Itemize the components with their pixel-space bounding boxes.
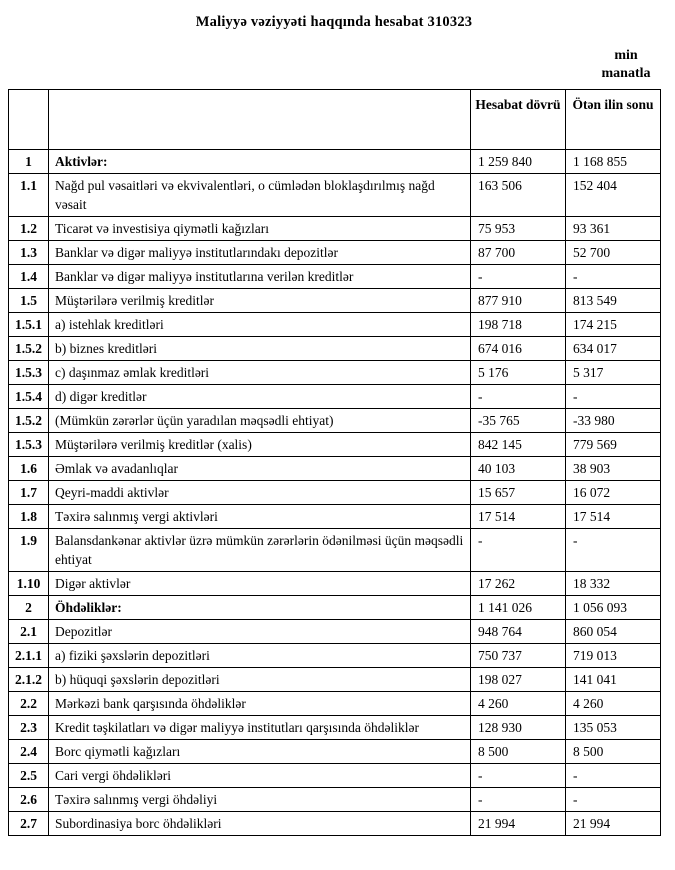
table-row [9,788,661,812]
row-description: Banklar və digər maliyyə institutlarına verilən kreditlər [49,265,471,289]
row-description: c) daşınmaz əmlak kreditləri [49,361,471,385]
row-previous-value: - [566,529,661,572]
row-current-value: - [471,788,566,812]
row-previous-value: 38 903 [566,457,661,481]
table-header-row [9,90,661,150]
table-row [9,409,661,433]
row-description: Təxirə salınmış vergi öhdəliyi [49,788,471,812]
row-current-value: 8 500 [471,740,566,764]
row-code: 1.7 [9,481,49,505]
table-row [9,668,661,692]
row-current-value: 21 994 [471,812,566,836]
table-row [9,385,661,409]
table-row [9,241,661,265]
row-description: a) istehlak kreditləri [49,313,471,337]
row-description: (Mümkün zərərlər üçün yaradılan məqsədli ehtiyat) [49,409,471,433]
row-previous-value: - [566,788,661,812]
row-code: 1.4 [9,265,49,289]
row-current-value: 750 737 [471,644,566,668]
row-description: Təxirə salınmış vergi aktivləri [49,505,471,529]
row-current-value: 948 764 [471,620,566,644]
unit-note-wrap [8,47,658,83]
table-row [9,692,661,716]
row-current-value: 75 953 [471,217,566,241]
table-row [9,764,661,788]
table-row [9,740,661,764]
row-current-value: 5 176 [471,361,566,385]
row-code: 1.10 [9,572,49,596]
table-row [9,644,661,668]
row-description: Nağd pul vəsaitləri və ekvivalentləri, o cümlədən bloklaşdırılmış nağd vəsait [49,174,471,217]
row-previous-value: 779 569 [566,433,661,457]
row-previous-value: 17 514 [566,505,661,529]
row-current-value: 198 718 [471,313,566,337]
table-row [9,433,661,457]
row-current-value: -35 765 [471,409,566,433]
row-code: 1.5 [9,289,49,313]
row-current-value: 877 910 [471,289,566,313]
row-previous-value: 719 013 [566,644,661,668]
row-previous-value: 1 168 855 [566,150,661,174]
row-description: Ticarət və investisiya qiymətli kağızları [49,217,471,241]
row-previous-value: 860 054 [566,620,661,644]
row-code: 1.3 [9,241,49,265]
row-description: Müştərilərə verilmiş kreditlər (xalis) [49,433,471,457]
balance-sheet-table [8,89,661,836]
table-row [9,217,661,241]
row-description: b) hüquqi şəxslərin depozitləri [49,668,471,692]
table-row [9,265,661,289]
row-code: 2.3 [9,716,49,740]
row-code: 2.2 [9,692,49,716]
row-code: 1.9 [9,529,49,572]
row-description: Aktivlər: [49,150,471,174]
row-description: Cari vergi öhdəlikləri [49,764,471,788]
row-description: a) fiziki şəxslərin depozitləri [49,644,471,668]
row-current-value: - [471,385,566,409]
row-code: 2.1 [9,620,49,644]
row-current-value: 40 103 [471,457,566,481]
row-code: 1.2 [9,217,49,241]
row-previous-value: 5 317 [566,361,661,385]
table-row [9,481,661,505]
row-description: Əmlak və avadanlıqlar [49,457,471,481]
row-previous-value: - [566,265,661,289]
row-current-value: 4 260 [471,692,566,716]
table-row [9,812,661,836]
row-code: 2.6 [9,788,49,812]
table-row [9,529,661,572]
row-current-value: 1 259 840 [471,150,566,174]
table-row [9,150,661,174]
row-current-value: 163 506 [471,174,566,217]
row-description: Depozitlər [49,620,471,644]
row-code: 2.1.2 [9,668,49,692]
row-code: 2 [9,596,49,620]
row-current-value: 17 262 [471,572,566,596]
table-row [9,337,661,361]
table-row [9,313,661,337]
row-code: 1.5.4 [9,385,49,409]
table-row [9,457,661,481]
row-description: Digər aktivlər [49,572,471,596]
row-current-value: - [471,764,566,788]
row-description: Banklar və digər maliyyə institutlarındakı depozitlər [49,241,471,265]
row-code: 1.1 [9,174,49,217]
row-description: d) digər kreditlər [49,385,471,409]
row-previous-value: 16 072 [566,481,661,505]
table-row [9,572,661,596]
row-description: Öhdəliklər: [49,596,471,620]
row-description: Kredit təşkilatları və digər maliyyə institutları qarşısında öhdəliklər [49,716,471,740]
row-description: Müştərilərə verilmiş kreditlər [49,289,471,313]
row-description: Borc qiymətli kağızları [49,740,471,764]
row-previous-value: 141 041 [566,668,661,692]
table-row [9,361,661,385]
row-description: Balansdankənar aktivlər üzrə mümkün zərərlərin ödənilməsi üçün məqsədli ehtiyat [49,529,471,572]
row-code: 1.5.3 [9,361,49,385]
row-code: 2.4 [9,740,49,764]
row-previous-value: 18 332 [566,572,661,596]
row-code: 1 [9,150,49,174]
row-code: 1.5.3 [9,433,49,457]
row-previous-value: -33 980 [566,409,661,433]
row-previous-value: 634 017 [566,337,661,361]
row-description: Qeyri-maddi aktivlər [49,481,471,505]
row-previous-value: - [566,385,661,409]
row-code: 1.5.1 [9,313,49,337]
header-previous-year-end: Ötən ilin sonu [566,90,661,150]
row-previous-value: 52 700 [566,241,661,265]
row-current-value: 198 027 [471,668,566,692]
row-description: Subordinasiya borc öhdəlikləri [49,812,471,836]
row-previous-value: 135 053 [566,716,661,740]
header-description [49,90,471,150]
row-code: 1.5.2 [9,409,49,433]
row-previous-value: 21 994 [566,812,661,836]
row-current-value: 842 145 [471,433,566,457]
row-code: 2.5 [9,764,49,788]
row-current-value: - [471,265,566,289]
row-description: b) biznes kreditləri [49,337,471,361]
row-current-value: 15 657 [471,481,566,505]
row-code: 1.6 [9,457,49,481]
row-previous-value: - [566,764,661,788]
row-previous-value: 152 404 [566,174,661,217]
row-previous-value: 813 549 [566,289,661,313]
row-current-value: 1 141 026 [471,596,566,620]
row-current-value: 87 700 [471,241,566,265]
row-current-value: 128 930 [471,716,566,740]
table-row [9,716,661,740]
table-row [9,596,661,620]
table-row [9,289,661,313]
row-previous-value: 8 500 [566,740,661,764]
row-current-value: 17 514 [471,505,566,529]
row-code: 2.1.1 [9,644,49,668]
row-previous-value: 1 056 093 [566,596,661,620]
unit-note: min manatla [601,48,651,81]
table-row [9,620,661,644]
row-current-value: - [471,529,566,572]
row-description: Mərkəzi bank qarşısında öhdəliklər [49,692,471,716]
header-current-period: Hesabat dövrü [471,90,566,150]
table-row [9,174,661,217]
row-code: 1.5.2 [9,337,49,361]
table-body [9,150,661,836]
row-previous-value: 93 361 [566,217,661,241]
row-code: 2.7 [9,812,49,836]
row-previous-value: 4 260 [566,692,661,716]
table-row [9,505,661,529]
row-previous-value: 174 215 [566,313,661,337]
document-title: Maliyyə vəziyyəti haqqında hesabat 310323 [195,14,473,30]
row-current-value: 674 016 [471,337,566,361]
header-code [9,90,49,150]
row-code: 1.8 [9,505,49,529]
